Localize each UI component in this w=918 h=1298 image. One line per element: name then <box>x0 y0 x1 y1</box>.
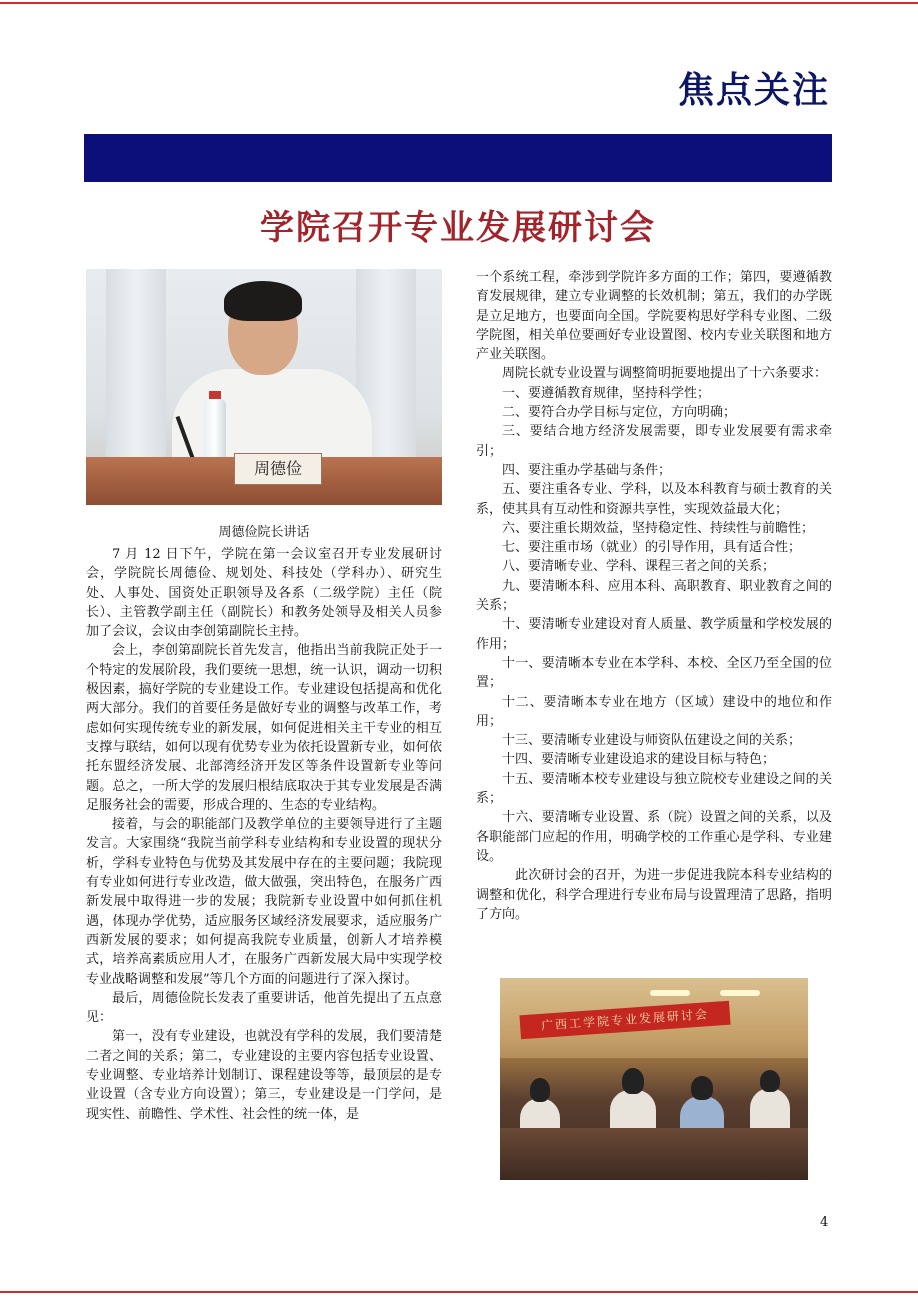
top-rule <box>0 2 918 4</box>
requirement-item: 十、要清晰专业建设对育人质量、教学质量和学校发展的作用； <box>476 617 832 652</box>
requirement-item: 十五、要清晰本校专业建设与独立院校专业建设之间的关系； <box>476 771 832 807</box>
requirement-item: 五、要注重各专业、学科，以及本科教育与硕士教育的关系，使其具有互动性和资源共享性，实现效益最大化； <box>476 482 832 517</box>
paragraph: 周院长就专业设置与调整简明扼要地提出了十六条要求： <box>502 366 828 382</box>
requirement-item: 十三、要清晰专业建设与师资队伍建设之间的关系； <box>502 733 802 749</box>
requirement-item: 十四、要清晰专业建设追求的建设目标与特色； <box>502 752 776 768</box>
requirement-item: 六、要注重长期效益，坚持稳定性、持续性与前瞻性； <box>502 520 815 536</box>
paragraph: 最后，周德俭院长发表了重要讲话，他首先提出了五点意见： <box>86 990 442 1026</box>
speaker-photo <box>86 269 442 505</box>
attendee-head <box>530 1078 550 1102</box>
meeting-photo <box>500 978 808 1180</box>
paragraph: 一个系统工程，牵涉到学院许多方面的工作；第四，要遵循教育发展规律，建立专业调整的长效机制；第五，我们的办学既是立足地方，也要面向全国。学院要构思好学科专业图、二级学院图，相关单位要画好专业设置图、校内专业关联图和地方产业关联图。 <box>476 270 832 363</box>
attendee <box>750 1088 790 1132</box>
ceiling-lamp <box>650 990 690 996</box>
section-heading: 焦点关注 <box>677 70 830 111</box>
requirement-item: 四、要注重办学基础与条件； <box>502 462 672 478</box>
paragraph: 此次研讨会的召开，为进一步促进我院本科专业结构的调整和优化，科学合理进行专业布局与设置理清了思路，指明了方向。 <box>476 868 832 922</box>
paragraph: 会上，李创第副院长首先发言，他指出当前我院正处于一个特定的发展阶段，我们要统一思想，统一认识，调动一切积极因素，搞好学院的专业建设工作。专业建设包括提高和优化两大部分。我们的首要任务是做好专业的调整与改革工作，考虑如何实现传统专业的新发展，如何促进相关主干专业的相互支撑与联结，如何以现有优势专业为依托设置新专业，如何依托东盟经济发展、北部湾经济开发区等条件设置新专业等问题。总之，一所大学的发展归根结底取决于其专业发展是否满足服务社会的需要，形成合理的、生态的专业结构。 <box>86 643 442 813</box>
water-bottle <box>204 399 226 465</box>
ceiling-lamp <box>720 990 760 996</box>
requirement-item: 三、要结合地方经济发展需要，即专业发展要有需求牵引； <box>476 424 832 459</box>
page-number: 4 <box>820 1215 829 1230</box>
photo-curtain <box>106 269 166 465</box>
attendee-head <box>691 1076 713 1100</box>
photo-caption: 周德俭院长讲话 <box>218 525 310 540</box>
attendee-head <box>760 1070 780 1092</box>
paragraph: 7 月 12 日下午，学院在第一会议室召开专业发展研讨会，学院院长周德俭、规划处、科技处（学科办）、研究生处、人事处、国资处正职领导及各系（二级学院）主任（院长）、主管教学副主任（副院长）和教务处领导及相关人员参加了会议，会议由李创第副院长主持。 <box>86 547 442 640</box>
requirement-item: 七、要注重市场（就业）的引导作用，具有适合性； <box>502 540 802 556</box>
speaker-hair <box>224 281 302 321</box>
bottom-rule <box>0 1291 918 1293</box>
paragraph: 接着，与会的职能部门及教学单位的主要领导进行了主题发言。大家围绕“我院当前学科专业结构和专业设置的现状分析，学科专业特色与优势及其发展中存在的主要问题；我院现有专业如何进行专业改造，做大做强，突出特色，在服务广西新发展中取得进一步的发展；我院新专业设置中如何抓住机遇，体现办学优势，适应服务区域经济发展要求，适应服务广西新发展的要求；如何提高我院专业质量，创新人才培养模式，培养高素质应用人才，在服务广西新发展大局中实现学校专业战略调整和发展”等几个方面的问题进行了深入探讨。 <box>86 817 442 987</box>
header-band <box>84 134 832 182</box>
meeting-banner: 广西工学院专业发展研讨会 <box>519 1001 730 1040</box>
requirement-item: 一、要遵循教育规律，坚持科学性； <box>502 385 711 401</box>
requirement-item: 十六、要清晰专业设置、系（院）设置之间的关系，以及各职能部门应起的作用，明确学校的工作重心是学科、专业建设。 <box>476 810 832 864</box>
requirement-item: 八、要清晰专业、学科、课程三者之间的关系； <box>502 559 776 575</box>
requirement-item: 二、要符合办学目标与定位，方向明确； <box>502 405 737 421</box>
meeting-table <box>500 1128 808 1180</box>
requirement-item: 九、要清晰本科、应用本科、高职教育、职业教育之间的关系； <box>476 578 832 614</box>
right-column <box>476 268 832 924</box>
requirement-item: 十二、要清晰本专业在地方（区域）建设中的地位和作用； <box>476 694 832 729</box>
attendee-head <box>622 1068 644 1094</box>
article-title: 学院召开专业发展研讨会 <box>260 208 656 248</box>
paragraph: 第一，没有专业建设，也就没有学科的发展，我们要清楚二者之间的关系；第二，专业建设的主要内容包括专业设置、专业调整、专业培养计划制订、课程建设等等，最顶层的是专业设置（含专业方向设置）；第三，专业建设是一门学问，是现实性、前瞻性、学术性、社会性的统一体，是 <box>86 1029 442 1122</box>
left-column <box>86 545 442 1124</box>
requirement-item: 十一、要清晰本专业在本学科、本校、全区乃至全国的位置； <box>476 655 832 691</box>
name-plate: 周德俭 <box>234 453 322 485</box>
